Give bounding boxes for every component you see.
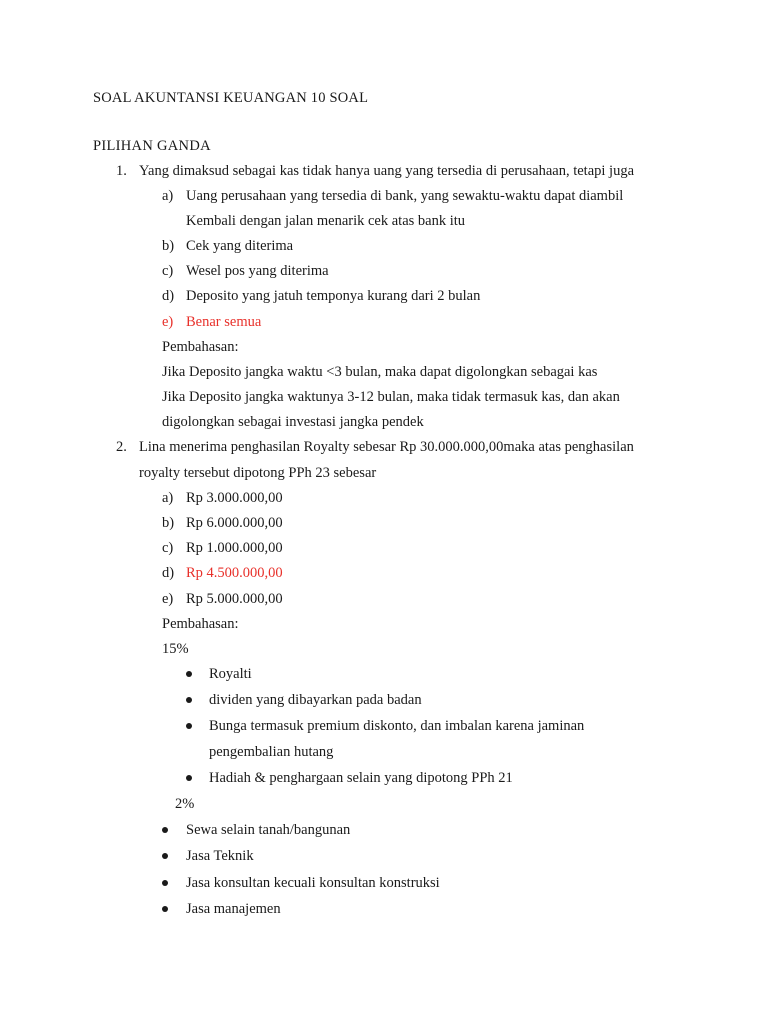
q1-option-c-text: Wesel pos yang diterima xyxy=(186,263,329,279)
q2-option-d-text-answer: Rp 4.500.000,00 xyxy=(186,565,283,581)
list-2-item-jasa-konsultan: Jasa konsultan kecuali konsultan konstruksi xyxy=(186,875,440,891)
q1-option-e-label: e) xyxy=(162,314,174,330)
bullet-icon xyxy=(162,906,168,912)
q1-option-a-label: a) xyxy=(162,188,174,204)
list-15-item-bunga-cont: pengembalian hutang xyxy=(209,744,334,760)
q2-option-a-label: a) xyxy=(162,490,174,506)
document-title: SOAL AKUNTANSI KEUANGAN 10 SOAL xyxy=(93,90,369,106)
q1-option-a-text: Uang perusahaan yang tersedia di bank, yang sewaktu-waktu dapat diambil xyxy=(186,188,624,204)
q2-option-e-text: Rp 5.000.000,00 xyxy=(186,591,283,607)
question-2-text: Lina menerima penghasilan Royalty sebesar Rp 30.000.000,00maka atas penghasilan xyxy=(139,439,634,455)
bullet-icon xyxy=(186,775,192,781)
q1-explanation-line-3: digolongkan sebagai investasi jangka pendek xyxy=(162,414,424,430)
list-15-item-dividen: dividen yang dibayarkan pada badan xyxy=(209,692,422,708)
q2-option-d-label: d) xyxy=(162,565,175,581)
q1-explanation-line-1: Jika Deposito jangka waktu <3 bulan, maka dapat digolongkan sebagai kas xyxy=(162,364,598,380)
bullet-icon xyxy=(162,880,168,886)
q1-option-d-label: d) xyxy=(162,288,175,304)
q1-option-b-label: b) xyxy=(162,238,175,254)
q2-option-c-label: c) xyxy=(162,540,174,556)
q1-option-c-label: c) xyxy=(162,263,174,279)
list-15-item-hadiah: Hadiah & penghargaan selain yang dipotong PPh 21 xyxy=(209,770,513,786)
q2-option-b-text: Rp 6.000.000,00 xyxy=(186,515,283,531)
list-15-item-bunga: Bunga termasuk premium diskonto, dan imbalan karena jaminan xyxy=(209,718,585,734)
list-2-item-jasa-teknik: Jasa Teknik xyxy=(186,848,254,864)
section-heading: PILIHAN GANDA xyxy=(93,138,211,154)
bullet-icon xyxy=(186,723,192,729)
bullet-icon xyxy=(186,671,192,677)
q2-explanation-label: Pembahasan: xyxy=(162,616,239,632)
q2-rate-15-label: 15% xyxy=(162,641,189,657)
q1-option-d-text: Deposito yang jatuh temponya kurang dari 2 bulan xyxy=(186,288,481,304)
q2-option-e-label: e) xyxy=(162,591,174,607)
q1-option-e-text-answer: Benar semua xyxy=(186,314,262,330)
bullet-icon xyxy=(162,827,168,833)
bullet-icon xyxy=(186,697,192,703)
q2-rate-2-label: 2% xyxy=(175,796,195,812)
q1-option-a-text-cont: Kembali dengan jalan menarik cek atas bank itu xyxy=(186,213,466,229)
bullet-icon xyxy=(162,853,168,859)
question-2-text-cont: royalty tersebut dipotong PPh 23 sebesar xyxy=(139,465,377,481)
list-15-item-royalti: Royalti xyxy=(209,666,252,682)
list-2-item-sewa: Sewa selain tanah/bangunan xyxy=(186,822,351,838)
question-1-number: 1. xyxy=(116,163,127,179)
q2-option-c-text: Rp 1.000.000,00 xyxy=(186,540,283,556)
question-1-text: Yang dimaksud sebagai kas tidak hanya uang yang tersedia di perusahaan, tetapi juga xyxy=(139,163,635,179)
q1-explanation-line-2: Jika Deposito jangka waktunya 3-12 bulan, maka tidak termasuk kas, dan akan xyxy=(162,389,620,405)
question-2-number: 2. xyxy=(116,439,127,455)
q1-explanation-label: Pembahasan: xyxy=(162,339,239,355)
q2-option-a-text: Rp 3.000.000,00 xyxy=(186,490,283,506)
list-2-item-jasa-manajemen: Jasa manajemen xyxy=(186,901,281,917)
q1-option-b-text: Cek yang diterima xyxy=(186,238,294,254)
q2-option-b-label: b) xyxy=(162,515,175,531)
